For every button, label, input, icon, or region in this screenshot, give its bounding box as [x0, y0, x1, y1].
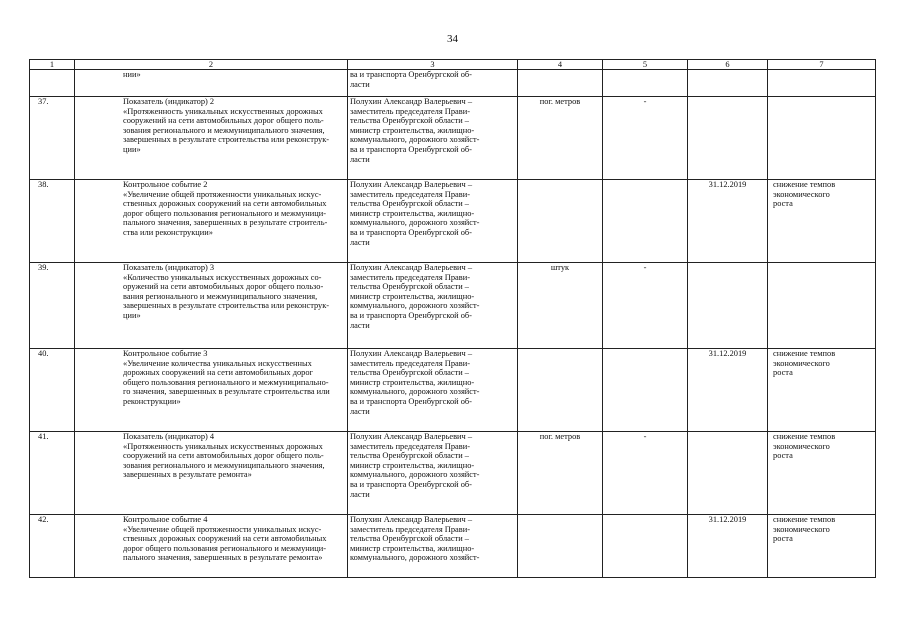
cell-description: Контрольное событие 2 «Увеличение общей протяженности уникальных искус- ственных дорожных сооружений на сети автомобильных дорог общего пользования регионального и межмуници- пального значения, завершенных в результате строитель- ства или реконструкции»	[75, 180, 348, 263]
cell-risk: снижение темпов экономического роста	[768, 180, 876, 263]
cell-col5	[603, 180, 688, 263]
cell-description: нии»	[75, 70, 348, 97]
page-number: 34	[447, 33, 458, 45]
cell-responsible: ва и транспорта Оренбургской об- ласти	[348, 70, 518, 97]
cell-responsible: Полухин Александр Валерьевич – заместитель председателя Прави- тельства Оренбургской области – министр строительства, жилищно- коммунального, дорожного хозяйст-	[348, 515, 518, 578]
cell-num: 39.	[30, 263, 75, 349]
column-header: 5	[603, 60, 688, 70]
column-header: 4	[518, 60, 603, 70]
cell-description: Показатель (индикатор) 4 «Протяженность уникальных искусственных дорожных сооружений на сети автомобильных дорог общего поль- зования регионального и межмуниципального значения, завершенных в результате ремонта»	[75, 432, 348, 515]
cell-unit	[518, 180, 603, 263]
table-row	[30, 515, 876, 578]
cell-risk	[768, 70, 876, 97]
plan-table	[29, 59, 876, 578]
cell-col5	[603, 515, 688, 578]
table-row	[30, 97, 876, 180]
cell-col5	[603, 70, 688, 97]
cell-unit	[518, 515, 603, 578]
cell-responsible: Полухин Александр Валерьевич – заместитель председателя Прави- тельства Оренбургской области – министр строительства, жилищно- коммунального, дорожного хозяйст- ва и транспорта Оренбургской об- ласти	[348, 432, 518, 515]
column-header: 2	[75, 60, 348, 70]
table-row	[30, 263, 876, 349]
cell-unit: пог. метров	[518, 97, 603, 180]
table-row	[30, 349, 876, 432]
cell-responsible: Полухин Александр Валерьевич – заместитель председателя Прави- тельства Оренбургской области – министр строительства, жилищно- коммунального, дорожного хозяйст- ва и транспорта Оренбургской об- ласти	[348, 180, 518, 263]
column-header: 3	[348, 60, 518, 70]
cell-unit	[518, 70, 603, 97]
cell-responsible: Полухин Александр Валерьевич – заместитель председателя Прави- тельства Оренбургской области – министр строительства, жилищно- коммунального, дорожного хозяйст- ва и транспорта Оренбургской об- ласти	[348, 97, 518, 180]
cell-num: 42.	[30, 515, 75, 578]
cell-description: Контрольное событие 3 «Увеличение количества уникальных искусственных дорожных сооружений на сети автомобильных дорог общего пользования регионального и межмуниципально- го значения, завершенных в результате строительства или реконструкции»	[75, 349, 348, 432]
cell-responsible: Полухин Александр Валерьевич – заместитель председателя Прави- тельства Оренбургской области – министр строительства, жилищно- коммунального, дорожного хозяйст- ва и транспорта Оренбургской об- ласти	[348, 349, 518, 432]
table-row	[30, 432, 876, 515]
column-header: 1	[30, 60, 75, 70]
cell-date	[688, 70, 768, 97]
column-header-row	[30, 60, 876, 70]
cell-date	[688, 263, 768, 349]
table-row	[30, 180, 876, 263]
column-header: 7	[768, 60, 876, 70]
cell-col5: -	[603, 97, 688, 180]
cell-num: 41.	[30, 432, 75, 515]
cell-risk	[768, 263, 876, 349]
cell-num: 38.	[30, 180, 75, 263]
cell-unit: пог. метров	[518, 432, 603, 515]
cell-col5: -	[603, 432, 688, 515]
continuation-row	[30, 70, 876, 97]
cell-unit: штук	[518, 263, 603, 349]
cell-date: 31.12.2019	[688, 349, 768, 432]
cell-col5	[603, 349, 688, 432]
cell-description: Контрольное событие 4 «Увеличение общей протяженности уникальных искус- ственных дорожных сооружений на сети автомобильных дорог общего пользования регионального и межмуници- пального значения, завершенных в результате ремонта»	[75, 515, 348, 578]
cell-description: Показатель (индикатор) 3 «Количество уникальных искусственных дорожных со- оружений на сети автомобильных дорог общего пользо- вания регионального и межмуниципального значения, завершенных в результате строительства или реконструк- ции»	[75, 263, 348, 349]
cell-unit	[518, 349, 603, 432]
cell-date	[688, 432, 768, 515]
cell-risk: снижение темпов экономического роста	[768, 515, 876, 578]
cell-responsible: Полухин Александр Валерьевич – заместитель председателя Прави- тельства Оренбургской области – министр строительства, жилищно- коммунального, дорожного хозяйст- ва и транспорта Оренбургской об- ласти	[348, 263, 518, 349]
cell-date: 31.12.2019	[688, 515, 768, 578]
cell-risk: снижение темпов экономического роста	[768, 349, 876, 432]
cell-col5: -	[603, 263, 688, 349]
column-header: 6	[688, 60, 768, 70]
cell-risk: снижение темпов экономического роста	[768, 432, 876, 515]
cell-date: 31.12.2019	[688, 180, 768, 263]
cell-num: 40.	[30, 349, 75, 432]
cell-num: 37.	[30, 97, 75, 180]
cell-date	[688, 97, 768, 180]
cell-description: Показатель (индикатор) 2 «Протяженность уникальных искусственных дорожных сооружений на сети автомобильных дорог общего поль- зования регионального и межмуниципального значения, завершенных в результате строительства или реконструк- ции»	[75, 97, 348, 180]
cell-risk	[768, 97, 876, 180]
cell-num	[30, 70, 75, 97]
